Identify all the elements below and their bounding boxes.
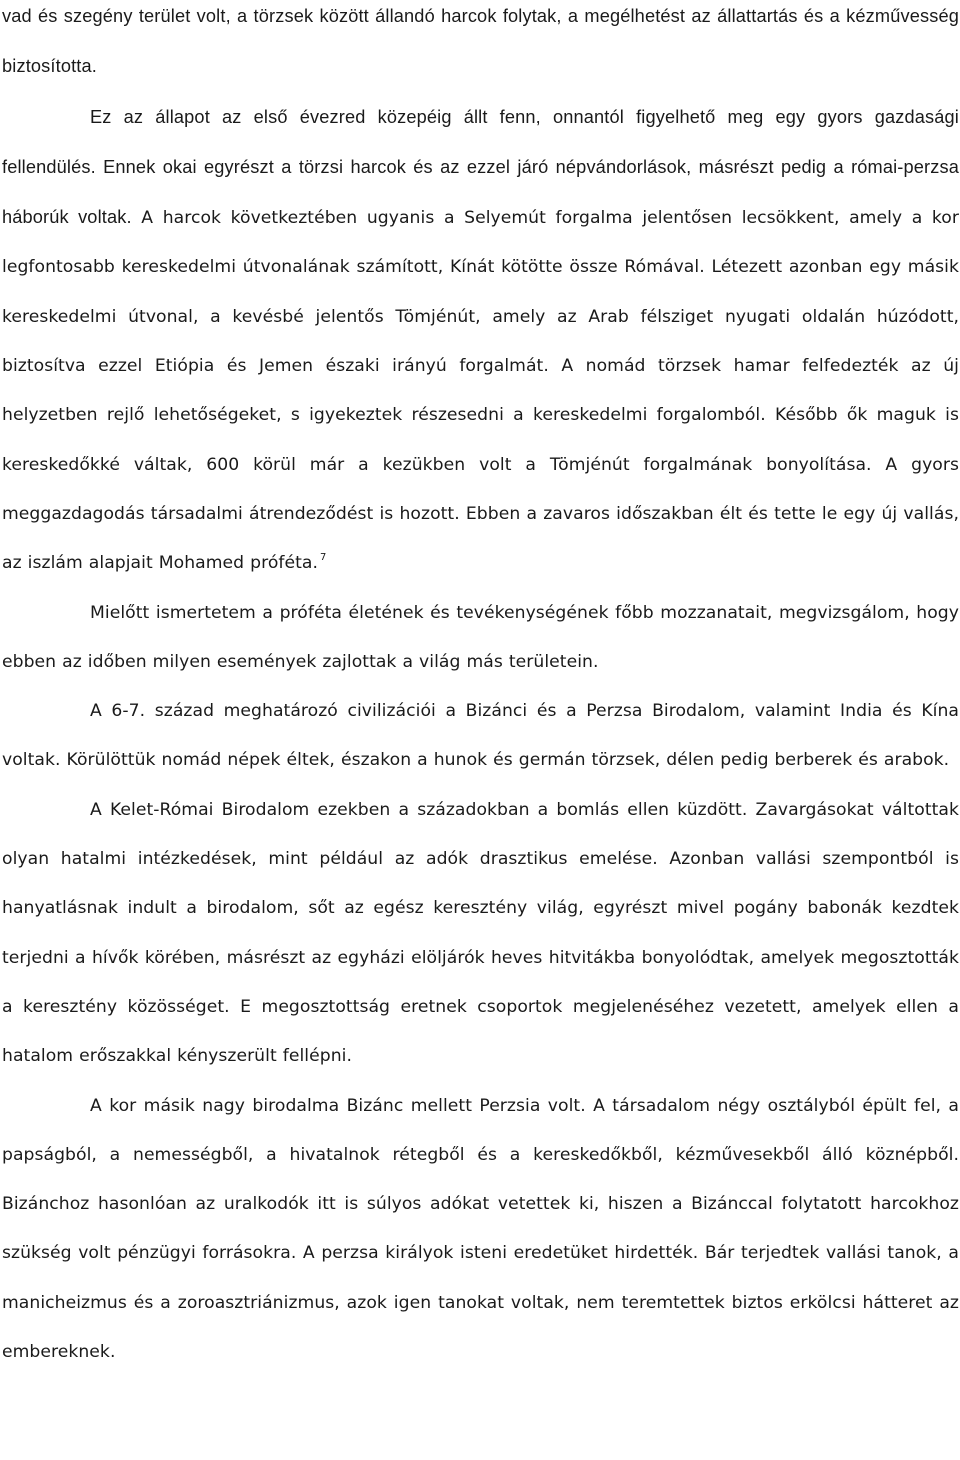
- paragraph-4: [2, 687, 959, 786]
- paragraph-4-text: A 6-7. század meghatározó civilizációi a Bizánci és a Perzsa Birodalom, valamint India és Kína voltak. Körülöttük nomád népek éltek, északon a hunok és germán törzsek, délen pedig berberek és arabok.: [2, 701, 959, 771]
- paragraph-2-text-start: Ez az állapot az első évezred közepéig állt fenn, onnantól figyelhető meg egy gyors gazdasági fellendülés. Ennek okai egyrészt a törzsi harcok és az ezzel járó népvándorlások, másrészt pedig a római-perzsa háborúk voltak.: [2, 106, 959, 228]
- paragraph-5: [2, 786, 959, 1082]
- footnote-marker[interactable]: 7: [320, 552, 327, 564]
- paragraph-5-text: A Kelet-Római Birodalom ezekben a századokban a bomlás ellen küzdött. Zavargásokat váltottak olyan hatalmi intézkedések, mint például az adók drasztikus emelése. Azonban vallási szempontból is hanyatlásnak indult a birodalom, sőt az egész keresztény világ, egyrészt mivel pogány babonák kezdtek terjedni a hívők körében, másrészt az egyházi elöljárók heves hitvitákba bonyolódtak, amelyek megosztották a keresztény közösséget. E megosztottság eretnek csoportok megjelenéséhez vezetett, amelyek ellen a hatalom erőszakkal kényszerült fellépni.: [2, 799, 959, 1067]
- paragraph-3: [2, 589, 959, 688]
- paragraph-2-text-rest: A harcok következtében ugyanis a Selyemút forgalma jelentősen lecsökkent, amely a kor legfontosabb kereskedelmi útvonalának számított, Kínát kötötte össze Rómával. Létezett azonban egy másik kereskedelmi útvonal, a kevésbé jelentős Tömjénút, amely az Arab félsziget nyugati oldalán húzódott, biztosítva ezzel Etiópia és Jemen északi irányú forgalmát. A nomád törzsek hamar felfedezték az új helyzetben rejlő lehetőségeket, s igyekeztek részesedni a kereskedelmi forgalomból. Később ők maguk is kereskedőkké váltak, 600 körül már a kezükben volt a Tömjénút forgalmának bonyolítása. A gyors meggazdagodás társadalmi átrendeződést is hozott. Ebben a zavaros időszakban élt és tette le egy új vallás, az iszlám alapjait Mohamed próféta.: [2, 208, 959, 574]
- paragraph-1: [2, 0, 959, 93]
- paragraph-1-text: vad és szegény terület volt, a törzsek között állandó harcok folytak, a megélhetést az állattartás és a kézművesség biztosította.: [2, 6, 959, 77]
- paragraph-6: [2, 1082, 959, 1378]
- paragraph-3-text: Mielőtt ismertetem a próféta életének és tevékenységének főbb mozzanatait, megvizsgálom, hogy ebben az időben milyen események zajlottak a világ más területein.: [2, 602, 959, 672]
- paragraph-6-text: A kor másik nagy birodalma Bizánc mellett Perzsia volt. A társadalom négy osztályból épült fel, a papságból, a nemességből, a hivatalnok rétegből és a kereskedőkből, kézművesekből álló köznépből. Bizánchoz hasonlóan az uralkodók itt is súlyos adókat vetettek ki, hiszen a Bizánccal folytatott harcokhoz szükség volt pénzügyi forrásokra. A perzsa királyok isteni eredetüket hirdették. Bár terjedtek vallási tanok, a manicheizmus és a zoroasztriánizmus, azok igen tanokat voltak, nem teremtettek biztos erkölcsi hátteret az embereknek.: [2, 1095, 959, 1363]
- paragraph-2: [2, 93, 959, 589]
